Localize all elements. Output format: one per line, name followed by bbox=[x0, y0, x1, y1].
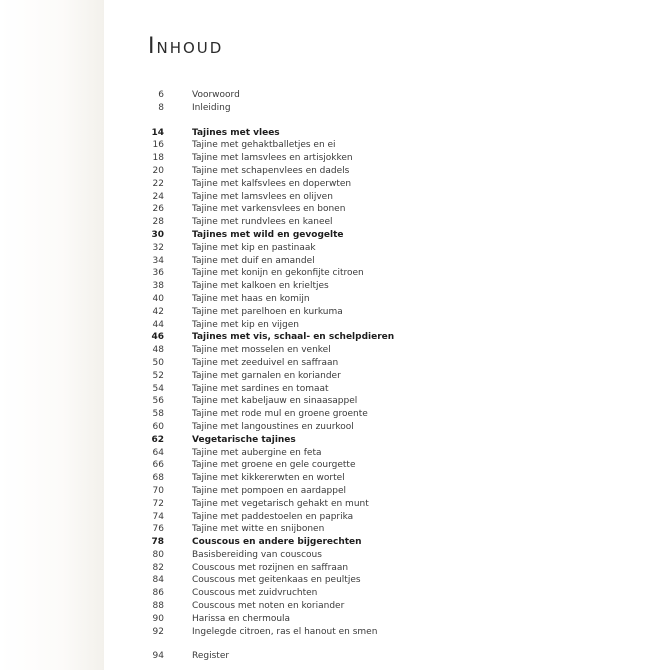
toc-page-number: 36 bbox=[152, 268, 164, 279]
toc-page-number: 42 bbox=[152, 306, 164, 317]
toc-page-number: 90 bbox=[152, 613, 164, 624]
toc-section-heading bbox=[146, 331, 446, 344]
toc-entry-title: Tajine met varkensvlees en bonen bbox=[192, 204, 346, 215]
toc-page-number: 6 bbox=[158, 90, 164, 100]
section-gap bbox=[146, 115, 446, 127]
toc-entry-title: Basisbereiding van couscous bbox=[192, 549, 322, 560]
toc-page-number: 34 bbox=[152, 255, 164, 266]
toc-page-number: 16 bbox=[152, 140, 164, 151]
toc-page-number: 52 bbox=[152, 370, 164, 381]
toc-page-number: 94 bbox=[152, 651, 164, 662]
toc-section-heading bbox=[146, 229, 446, 242]
toc-entry-title: Tajine met konijn en gekonfijte citroen bbox=[192, 268, 364, 279]
toc-entry-title: Tajine met duif en amandel bbox=[192, 255, 315, 266]
toc-entry-title: Tajine met mosselen en venkel bbox=[192, 345, 331, 356]
toc-entry bbox=[146, 459, 446, 472]
toc-page-number: 62 bbox=[151, 434, 164, 445]
toc-entry-title: Tajine met rode mul en groene groente bbox=[192, 409, 368, 420]
toc-entry-title: Tajine met lamsvlees en olijven bbox=[192, 191, 333, 202]
toc-entry bbox=[146, 344, 446, 357]
toc-entry-title: Couscous en andere bijgerechten bbox=[192, 537, 362, 548]
toc-page-number: 56 bbox=[152, 396, 164, 407]
toc-entry-title: Tajine met rundvlees en kaneel bbox=[192, 217, 333, 228]
toc-entry bbox=[146, 562, 446, 575]
toc-entry-title: Inleiding bbox=[192, 102, 231, 113]
toc-entry bbox=[146, 383, 446, 396]
toc-entry-title: Tajine met zeeduivel en saffraan bbox=[192, 357, 339, 368]
toc-entry-title: Tajine met vegetarisch gehakt en munt bbox=[192, 498, 369, 509]
toc-entry-title: Tajine met gehaktballetjes en ei bbox=[192, 140, 336, 151]
toc-entry bbox=[146, 255, 446, 268]
toc-page-number: 40 bbox=[152, 293, 164, 304]
toc-entry bbox=[146, 293, 446, 306]
toc-page-number: 30 bbox=[151, 229, 164, 240]
toc-entry bbox=[146, 242, 446, 255]
toc-entry bbox=[146, 370, 446, 383]
toc-page-number: 22 bbox=[152, 178, 164, 189]
toc-page-number: 86 bbox=[152, 588, 164, 599]
toc-entry-title: Register bbox=[192, 651, 230, 662]
toc-entry bbox=[146, 89, 446, 102]
toc-page-number: 32 bbox=[152, 242, 164, 253]
toc-entry-title: Tajine met sardines en tomaat bbox=[192, 383, 329, 394]
toc-page-number: 68 bbox=[152, 473, 164, 484]
toc-page-number: 44 bbox=[152, 319, 164, 330]
toc-entry bbox=[146, 485, 446, 498]
toc-section-heading bbox=[146, 536, 446, 549]
toc-page-number: 14 bbox=[151, 127, 164, 138]
toc-section-heading bbox=[146, 434, 446, 447]
toc-page-number: 80 bbox=[152, 549, 164, 560]
toc-entry bbox=[146, 408, 446, 421]
toc-entry bbox=[146, 191, 446, 204]
toc-page-number: 58 bbox=[152, 409, 164, 420]
toc-entry bbox=[146, 511, 446, 524]
toc-entry-title: Voorwoord bbox=[192, 90, 240, 100]
toc-page-number: 54 bbox=[152, 383, 164, 394]
toc-entry bbox=[146, 165, 446, 178]
toc-entry-title: Tajine met langoustines en zuurkool bbox=[192, 421, 354, 432]
page-title: Inhoud bbox=[148, 34, 224, 59]
toc-entry-title: Couscous met rozijnen en saffraan bbox=[192, 562, 349, 573]
toc-page-number: 24 bbox=[152, 191, 164, 202]
toc-entry-title: Tajines met vis, schaal- en schelpdieren bbox=[192, 332, 395, 343]
toc-entry-title: Tajine met haas en komijn bbox=[192, 293, 310, 304]
toc-entry-title: Tajine met kabeljauw en sinaasappel bbox=[192, 396, 358, 407]
toc-entry bbox=[146, 523, 446, 536]
page-shadow bbox=[0, 0, 104, 670]
toc-entry-title: Tajine met witte en snijbonen bbox=[192, 524, 325, 535]
toc-entry-title: Harissa en chermoula bbox=[192, 613, 291, 624]
toc-entry-title: Tajine met aubergine en feta bbox=[192, 447, 322, 458]
toc-entry bbox=[146, 587, 446, 600]
toc-entry-title: Tajine met kip en pastinaak bbox=[192, 242, 316, 253]
toc-page-number: 88 bbox=[152, 601, 164, 612]
table-of-contents bbox=[146, 89, 446, 663]
toc-entry bbox=[146, 650, 446, 663]
toc-entry bbox=[146, 472, 446, 485]
toc-page-number: 26 bbox=[152, 204, 164, 215]
toc-entry bbox=[146, 216, 446, 229]
toc-entry-title: Vegetarische tajines bbox=[192, 434, 296, 445]
toc-entry-title: Ingelegde citroen, ras el hanout en smen bbox=[192, 626, 378, 637]
toc-entry bbox=[146, 498, 446, 511]
toc-entry-title: Tajine met lamsvlees en artisjokken bbox=[192, 153, 353, 164]
toc-page-number: 66 bbox=[152, 460, 164, 471]
toc-entry bbox=[146, 203, 446, 216]
toc-page-number: 60 bbox=[152, 421, 164, 432]
toc-entry bbox=[146, 549, 446, 562]
toc-page-number: 82 bbox=[152, 562, 164, 573]
toc-entry bbox=[146, 152, 446, 165]
toc-entry-title: Tajine met schapenvlees en dadels bbox=[192, 165, 350, 176]
toc-entry bbox=[146, 306, 446, 319]
toc-entry-title: Tajines met vlees bbox=[192, 127, 280, 138]
toc-entry-title: Tajine met kikkererwten en wortel bbox=[192, 473, 345, 484]
toc-entry-title: Tajine met parelhoen en kurkuma bbox=[192, 306, 343, 317]
toc-entry-title: Tajine met garnalen en koriander bbox=[192, 370, 341, 381]
toc-page-number: 50 bbox=[152, 357, 164, 368]
toc-page-number: 64 bbox=[152, 447, 164, 458]
toc-entry bbox=[146, 102, 446, 115]
toc-page-number: 92 bbox=[152, 626, 164, 637]
toc-page-number: 72 bbox=[152, 498, 164, 509]
toc-page-number: 74 bbox=[152, 511, 164, 522]
toc-entry bbox=[146, 395, 446, 408]
toc-page-number: 76 bbox=[152, 524, 164, 535]
toc-entry bbox=[146, 626, 446, 639]
section-gap bbox=[146, 638, 446, 650]
toc-page-number: 18 bbox=[152, 153, 164, 164]
toc-page-number: 70 bbox=[152, 485, 164, 496]
toc-page-number: 46 bbox=[151, 332, 164, 343]
toc-page-number: 48 bbox=[152, 345, 164, 356]
toc-entry-title: Tajine met kalkoen en krieltjes bbox=[192, 281, 329, 292]
toc-page-number: 78 bbox=[151, 537, 164, 548]
toc-entry-title: Tajine met kalfsvlees en doperwten bbox=[192, 178, 352, 189]
toc-entry-title: Tajine met kip en vijgen bbox=[192, 319, 299, 330]
toc-page-number: 8 bbox=[158, 102, 164, 113]
toc-entry-title: Tajine met pompoen en aardappel bbox=[192, 485, 346, 496]
toc-section-heading bbox=[146, 127, 446, 140]
toc-entry-title: Couscous met noten en koriander bbox=[192, 601, 345, 612]
toc-entry bbox=[146, 600, 446, 613]
toc-entry bbox=[146, 447, 446, 460]
toc-entry bbox=[146, 178, 446, 191]
toc-page-number: 28 bbox=[152, 217, 164, 228]
toc-entry-title: Couscous met geitenkaas en peultjes bbox=[192, 575, 361, 586]
toc-page-number: 84 bbox=[152, 575, 164, 586]
toc-entry bbox=[146, 421, 446, 434]
toc-entry bbox=[146, 267, 446, 280]
toc-entry-title: Tajine met paddestoelen en paprika bbox=[192, 511, 354, 522]
toc-entry bbox=[146, 139, 446, 152]
toc-entry-title: Tajine met groene en gele courgette bbox=[192, 460, 356, 471]
toc-entry bbox=[146, 319, 446, 332]
toc-entry-title: Couscous met zuidvruchten bbox=[192, 588, 318, 599]
toc-entry bbox=[146, 613, 446, 626]
toc-page-number: 38 bbox=[152, 281, 164, 292]
toc-page-number: 20 bbox=[152, 165, 164, 176]
toc-entry bbox=[146, 574, 446, 587]
toc-entry bbox=[146, 357, 446, 370]
toc-entry bbox=[146, 280, 446, 293]
toc-entry-title: Tajines met wild en gevogelte bbox=[192, 229, 344, 240]
